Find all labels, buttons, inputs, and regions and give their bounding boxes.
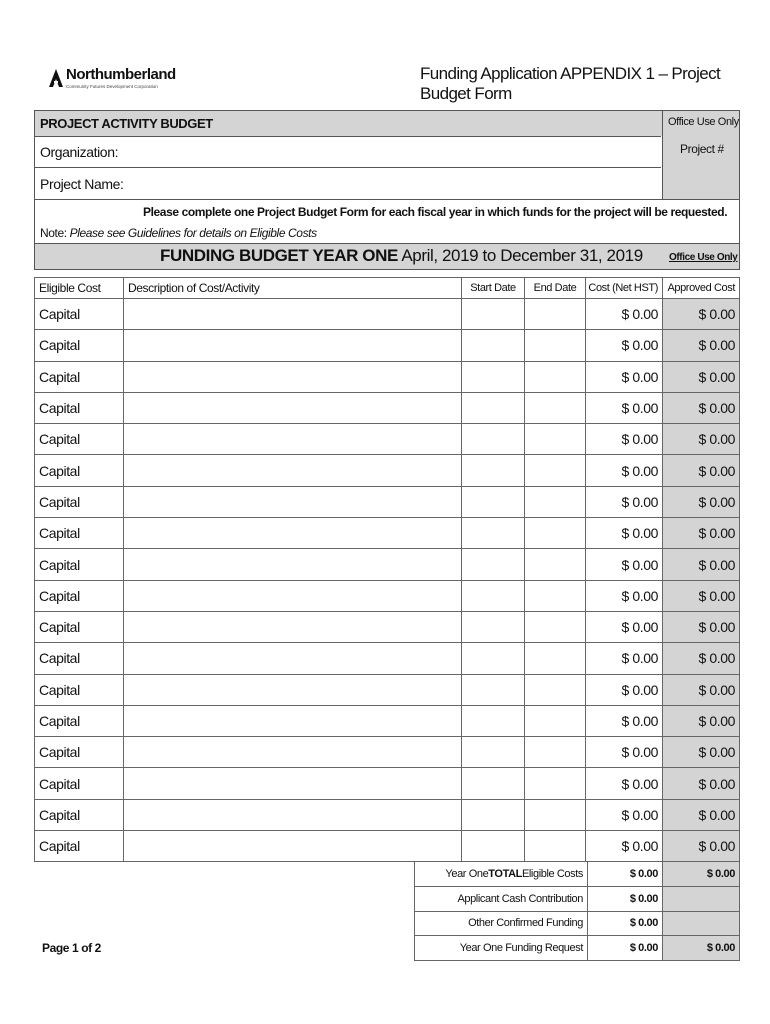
- start-date-cell[interactable]: [462, 581, 525, 611]
- description-cell[interactable]: [124, 768, 462, 798]
- end-date-cell[interactable]: [525, 581, 586, 611]
- end-date-cell[interactable]: [525, 706, 586, 736]
- cost-cell[interactable]: $ 0.00: [586, 549, 663, 579]
- total-approved: $ 0.00: [663, 862, 740, 886]
- table-row: [34, 362, 740, 393]
- col-description: Description of Cost/Activity: [124, 278, 462, 298]
- eligible-cost-cell: Capital: [34, 675, 124, 705]
- total-label: [414, 862, 588, 886]
- end-date-cell[interactable]: [525, 675, 586, 705]
- start-date-cell[interactable]: [462, 675, 525, 705]
- table-row: [34, 518, 740, 549]
- cost-cell[interactable]: $ 0.00: [586, 330, 663, 360]
- table-row: [34, 393, 740, 424]
- approved-cost-cell: $ 0.00: [663, 831, 740, 861]
- logo-tagline: Community Futures Development Corporation: [66, 84, 158, 89]
- project-info-box: [34, 110, 740, 244]
- section-title: PROJECT ACTIVITY BUDGET: [40, 116, 213, 131]
- other-funding-value[interactable]: $ 0.00: [588, 912, 663, 936]
- eligible-cost-cell: Capital: [34, 362, 124, 392]
- description-cell[interactable]: [124, 487, 462, 517]
- funding-request-approved: $ 0.00: [663, 936, 740, 960]
- funding-request-row: [414, 936, 740, 961]
- approved-cost-cell: $ 0.00: [663, 299, 740, 329]
- cost-cell[interactable]: $ 0.00: [586, 737, 663, 767]
- description-cell[interactable]: [124, 706, 462, 736]
- start-date-cell[interactable]: [462, 362, 525, 392]
- approved-cost-cell: $ 0.00: [663, 393, 740, 423]
- table-row: [34, 800, 740, 831]
- total-label-pre: Year One: [445, 867, 489, 880]
- start-date-cell[interactable]: [462, 393, 525, 423]
- end-date-cell[interactable]: [525, 393, 586, 423]
- cash-label: Applicant Cash Contribution: [414, 887, 588, 911]
- budget-table: [34, 277, 740, 862]
- eligible-cost-cell: Capital: [34, 299, 124, 329]
- approved-cost-cell: $ 0.00: [663, 612, 740, 642]
- description-cell[interactable]: [124, 675, 462, 705]
- eligible-cost-cell: Capital: [34, 581, 124, 611]
- eligible-cost-cell: Capital: [34, 393, 124, 423]
- end-date-cell[interactable]: [525, 330, 586, 360]
- organization-field[interactable]: Organization:: [40, 144, 119, 160]
- cost-cell[interactable]: $ 0.00: [586, 581, 663, 611]
- table-row: [34, 549, 740, 580]
- start-date-cell[interactable]: [462, 831, 525, 861]
- cost-cell[interactable]: $ 0.00: [586, 393, 663, 423]
- table-row: [34, 330, 740, 361]
- col-start-date: Start Date: [462, 278, 525, 298]
- start-date-cell[interactable]: [462, 737, 525, 767]
- approved-cost-cell: $ 0.00: [663, 330, 740, 360]
- cost-cell[interactable]: $ 0.00: [586, 612, 663, 642]
- end-date-cell[interactable]: [525, 362, 586, 392]
- table-row: [34, 455, 740, 486]
- logo-name: Northumberland: [66, 66, 176, 83]
- description-cell[interactable]: [124, 330, 462, 360]
- start-date-cell[interactable]: [462, 768, 525, 798]
- cost-cell[interactable]: $ 0.00: [586, 362, 663, 392]
- approved-cost-cell: $ 0.00: [663, 737, 740, 767]
- budget-year-bar: [34, 244, 740, 270]
- funding-request-value: $ 0.00: [588, 936, 663, 960]
- approved-cost-cell: $ 0.00: [663, 518, 740, 548]
- total-label-bold: TOTAL: [488, 867, 522, 880]
- end-date-cell[interactable]: [525, 612, 586, 642]
- start-date-cell[interactable]: [462, 518, 525, 548]
- eligible-cost-cell: Capital: [34, 737, 124, 767]
- total-label-post: Eligible Costs: [521, 867, 583, 880]
- cash-row: [414, 887, 740, 912]
- table-row: [34, 675, 740, 706]
- budget-year-title: [160, 246, 643, 266]
- cost-cell[interactable]: $ 0.00: [586, 424, 663, 454]
- instruction-text: Please complete one Project Budget Form for each fiscal year in which funds for the project will be requested.: [143, 205, 728, 219]
- start-date-cell[interactable]: [462, 455, 525, 485]
- logo-mark-icon: [48, 68, 64, 88]
- cash-approved-empty: [663, 887, 740, 911]
- description-cell[interactable]: [124, 612, 462, 642]
- description-cell[interactable]: [124, 831, 462, 861]
- end-date-cell[interactable]: [525, 518, 586, 548]
- cash-value[interactable]: $ 0.00: [588, 887, 663, 911]
- eligible-cost-cell: Capital: [34, 643, 124, 673]
- approved-cost-cell: $ 0.00: [663, 362, 740, 392]
- description-cell[interactable]: [124, 518, 462, 548]
- cost-cell[interactable]: $ 0.00: [586, 831, 663, 861]
- table-row: [34, 768, 740, 799]
- start-date-cell[interactable]: [462, 424, 525, 454]
- description-cell[interactable]: [124, 800, 462, 830]
- table-row: [34, 487, 740, 518]
- office-use-only-label: Office Use Only: [668, 116, 739, 128]
- col-approved-cost: Approved Cost: [663, 278, 740, 298]
- approved-cost-cell: $ 0.00: [663, 675, 740, 705]
- other-funding-row: [414, 912, 740, 937]
- table-row: [34, 831, 740, 862]
- end-date-cell[interactable]: [525, 487, 586, 517]
- end-date-cell[interactable]: [525, 549, 586, 579]
- description-cell[interactable]: [124, 455, 462, 485]
- start-date-cell[interactable]: [462, 706, 525, 736]
- cost-cell[interactable]: $ 0.00: [586, 675, 663, 705]
- cost-cell[interactable]: $ 0.00: [586, 455, 663, 485]
- cost-cell[interactable]: $ 0.00: [586, 643, 663, 673]
- start-date-cell[interactable]: [462, 330, 525, 360]
- project-number-label: Project #: [680, 142, 724, 156]
- other-approved-empty: [663, 912, 740, 936]
- start-date-cell[interactable]: [462, 800, 525, 830]
- document-title: Funding Application APPENDIX 1 – Project Budget Form: [420, 64, 721, 103]
- approved-cost-cell: $ 0.00: [663, 487, 740, 517]
- description-cell[interactable]: [124, 581, 462, 611]
- totals-table: [414, 862, 740, 961]
- approved-cost-cell: $ 0.00: [663, 643, 740, 673]
- col-end-date: End Date: [525, 278, 586, 298]
- budget-year-bold: FUNDING BUDGET YEAR ONE: [160, 246, 398, 265]
- cost-cell[interactable]: $ 0.00: [586, 768, 663, 798]
- end-date-cell[interactable]: [525, 737, 586, 767]
- approved-cost-cell: $ 0.00: [663, 768, 740, 798]
- col-cost: Cost (Net HST): [586, 278, 663, 298]
- start-date-cell[interactable]: [462, 549, 525, 579]
- cost-cell[interactable]: $ 0.00: [586, 706, 663, 736]
- office-use-only-link: Office Use Only: [669, 252, 738, 263]
- start-date-cell[interactable]: [462, 487, 525, 517]
- project-name-field[interactable]: Project Name:: [40, 176, 124, 192]
- total-cost: $ 0.00: [588, 862, 663, 886]
- cost-cell[interactable]: $ 0.00: [586, 800, 663, 830]
- eligible-cost-cell: Capital: [34, 487, 124, 517]
- eligible-cost-cell: Capital: [34, 330, 124, 360]
- budget-year-period: April, 2019 to December 31, 2019: [401, 246, 643, 265]
- note-prefix: Note:: [40, 226, 67, 240]
- description-cell[interactable]: [124, 299, 462, 329]
- table-row: [34, 612, 740, 643]
- table-row: [34, 643, 740, 674]
- table-row: [34, 424, 740, 455]
- end-date-cell[interactable]: [525, 299, 586, 329]
- eligible-cost-cell: Capital: [34, 518, 124, 548]
- table-row: [34, 299, 740, 330]
- table-row: [34, 706, 740, 737]
- description-cell[interactable]: [124, 549, 462, 579]
- other-funding-label: Other Confirmed Funding: [414, 912, 588, 936]
- end-date-cell[interactable]: [525, 768, 586, 798]
- cost-cell[interactable]: $ 0.00: [586, 299, 663, 329]
- approved-cost-cell: $ 0.00: [663, 706, 740, 736]
- cost-cell[interactable]: $ 0.00: [586, 487, 663, 517]
- logo: [48, 66, 198, 94]
- table-row: [34, 737, 740, 768]
- eligible-cost-cell: Capital: [34, 800, 124, 830]
- start-date-cell[interactable]: [462, 299, 525, 329]
- start-date-cell[interactable]: [462, 643, 525, 673]
- end-date-cell[interactable]: [525, 455, 586, 485]
- eligible-cost-cell: Capital: [34, 612, 124, 642]
- eligible-cost-cell: Capital: [34, 768, 124, 798]
- description-cell[interactable]: [124, 643, 462, 673]
- approved-cost-cell: $ 0.00: [663, 549, 740, 579]
- note-text: [40, 226, 317, 240]
- approved-cost-cell: $ 0.00: [663, 581, 740, 611]
- eligible-cost-cell: Capital: [34, 424, 124, 454]
- table-row: [34, 581, 740, 612]
- end-date-cell[interactable]: [525, 831, 586, 861]
- description-cell[interactable]: [124, 393, 462, 423]
- page-number: Page 1 of 2: [42, 941, 101, 955]
- col-eligible-cost: Eligible Cost: [34, 278, 124, 298]
- start-date-cell[interactable]: [462, 612, 525, 642]
- cost-cell[interactable]: $ 0.00: [586, 518, 663, 548]
- table-header: [34, 277, 740, 299]
- approved-cost-cell: $ 0.00: [663, 800, 740, 830]
- end-date-cell[interactable]: [525, 643, 586, 673]
- total-row: [414, 862, 740, 887]
- note-body: Please see Guidelines for details on Eligible Costs: [69, 226, 317, 240]
- end-date-cell[interactable]: [525, 800, 586, 830]
- approved-cost-cell: $ 0.00: [663, 455, 740, 485]
- eligible-cost-cell: Capital: [34, 455, 124, 485]
- description-cell[interactable]: [124, 362, 462, 392]
- funding-request-label: Year One Funding Request: [414, 936, 588, 960]
- end-date-cell[interactable]: [525, 424, 586, 454]
- description-cell[interactable]: [124, 424, 462, 454]
- eligible-cost-cell: Capital: [34, 549, 124, 579]
- eligible-cost-cell: Capital: [34, 706, 124, 736]
- eligible-cost-cell: Capital: [34, 831, 124, 861]
- description-cell[interactable]: [124, 737, 462, 767]
- approved-cost-cell: $ 0.00: [663, 424, 740, 454]
